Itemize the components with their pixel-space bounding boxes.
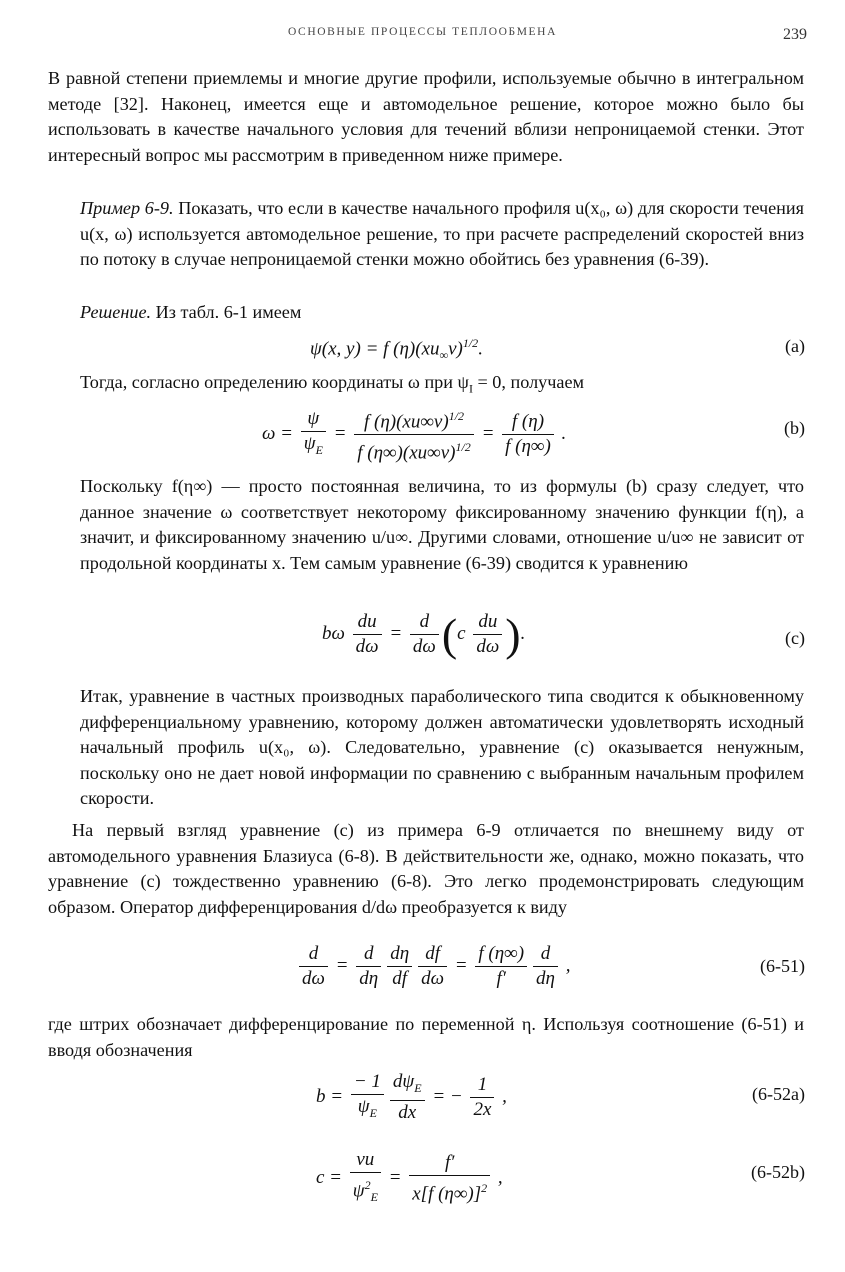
equation-c-body: bω $\frac{du}{d\omega}$ = $\frac{d}{d\omega}$ (c $\frac{du}{d\omega}$ ). [322, 609, 526, 660]
fraction-f-eta: $\frac{f (\eta)}{f (\eta\infty)}$ [502, 410, 554, 459]
equation-a-tag: (a) [785, 336, 805, 356]
page-header [0, 24, 845, 48]
paragraph-then: Тогда, согласно определению координаты ω при $\psi_I = 0$, получаем [80, 372, 585, 396]
page-number: 239 [783, 26, 807, 43]
fraction-f-ratio: $\frac{f (\eta)(xu\infty\nu)^{1/2}}{f (\eta\infty)(xu\infty\nu)^{1/2}}$ [354, 404, 474, 466]
equation-6-52a-tag: (6-52a) [752, 1084, 805, 1104]
equation-a-body: ψ(x, y) = f $(\eta)(xu_\infty\nu)^{1/2}$. [310, 336, 483, 363]
example-text: Показать, что если в качестве начального профиля u(x₀, ω) для скорости течения u(x, ω) используется автомодельное решение, то при расчете распределений скоростей вниз по потоку в случае непроницаемой стенки можно обойтись без уравнения (6-39). [80, 198, 804, 270]
equation-6-51-tag: (6-51) [760, 956, 805, 976]
equation-b-tag: (b) [784, 418, 805, 438]
paragraph-where: где штрих обозначает дифференцирование по переменной η. Используя соотношение (6-51) и вводя обозначения [48, 1014, 804, 1060]
paragraph-since: Поскольку f(η∞) — просто постоянная величина, то из формулы (b) сразу следует, что данное значение ω соответствует некоторому фиксированному значению функции f(η), а значит, и фиксированному значению u/u∞. Другими словами, отношение u/u∞ не зависит от продольной координаты x. Тем самым уравнение (6-39) сводится к уравнению [80, 476, 804, 573]
paragraph-first-glance: На первый взгляд уравнение (c) из примера 6-9 отличается по внешнему виду от автомодельного уравнения Блазиуса (6-8). В действительности же, однако, можно показать, что уравнение (c) тождественно уравнению (6-8). Это легко продемонстрировать следующим образом. Оператор дифференцирования d/dω преобразуется к виду [48, 820, 804, 917]
equation-c-tag: (c) [785, 628, 805, 648]
equation-6-51-body: $\frac{d}{d\omega}$ = $\frac{d}{d\eta}$ $\frac{d\eta}{df}$ $\frac{df}{d\omega}$ = $\frac{f (\eta\infty)}{f'}$ $\frac{d}{d\eta}$ , [296, 942, 570, 991]
example-paragraph [80, 196, 804, 273]
equation-b-body: ω = $\frac{\psi}{\psi_E}$ = $\frac{f (\eta)(xu\infty\nu)^{1/2}}{f (\eta\infty)(xu\infty\nu)^{1/2}}$ = $\frac{f (\eta)}{f (\eta\infty)}$ . [262, 404, 566, 466]
example-label: Пример 6-9. [80, 198, 174, 218]
paragraph-thus: Итак, уравнение в частных производных параболического типа сводится к обыкновенному дифференциальному уравнению, которому должен автоматически удовлетворять исходный начальный профиль u(x₀, ω). Следовательно, уравнение (c) оказывается ненужным, поскольку оно не дает новой информации по сравнению с выбранным начальным профилем скорости. [80, 686, 804, 809]
equation-6-52b-body: c = $\frac{\nu u}{\psi^2_E}$ = $\frac{f'}{x[f (\eta\infty)]^2}$ , [316, 1149, 503, 1205]
running-title: ОСНОВНЫЕ ПРОЦЕССЫ ТЕПЛООБМЕНА [288, 26, 557, 38]
paragraph-intro: В равной степени приемлемы и многие другие профили, используемые обычно в интегральном методе [32]. Наконец, имеется еще и автомодельное решение, которое можно было бы использовать в качестве начального условия для течений вблизи непроницаемой стенки. Этот интересный вопрос мы рассмотрим в приведенном ниже примере. [48, 68, 804, 165]
solution-label: Решение. [80, 302, 152, 322]
solution-text: Из табл. 6-1 имеем [155, 302, 302, 322]
fraction-psi: $\frac{\psi}{\psi_E}$ [301, 407, 326, 462]
equation-6-52b-tag: (6-52b) [751, 1162, 805, 1182]
solution-paragraph [80, 300, 804, 326]
equation-6-52a-body: b = $\frac{- 1}{\psi_E}$ $\frac{d\psi_E}{dx}$ = − $\frac{1}{2x}$ , [316, 1071, 507, 1123]
